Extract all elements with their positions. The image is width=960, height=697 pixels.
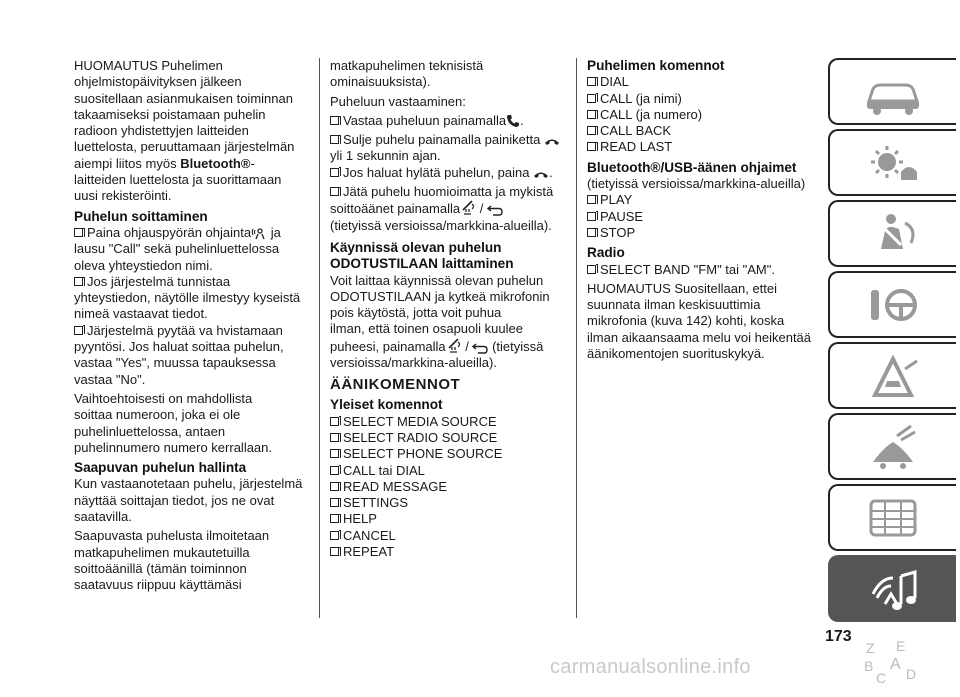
list-item: CALL (ja numero) — [587, 107, 825, 123]
text-line: yli 1 sekunnin ajan. — [330, 148, 441, 164]
text-line: vastaa "No". — [74, 371, 146, 387]
bullet-icon — [330, 482, 339, 491]
bullet-icon — [330, 531, 339, 540]
heading-hold-call: Käynnissä olevan puhelun ODOTUSTILAAN laittaminen — [330, 239, 514, 272]
list-item: CALL tai DIAL — [330, 463, 568, 479]
column-divider — [576, 58, 577, 618]
text-line: soittoäänet painamalla / — [330, 200, 568, 217]
bullet-icon — [74, 277, 83, 286]
microphone-note — [587, 281, 825, 362]
chapter-tabs — [828, 58, 956, 697]
tab-multimedia[interactable] — [828, 555, 956, 622]
text-line: saatavuus riippuu käyttämäsi — [74, 577, 242, 593]
text-line: luettelosta, peruuttamaan järjestelmän — [74, 139, 295, 155]
answer-title: Puheluun vastaaminen: — [330, 93, 466, 109]
bullet-icon — [330, 433, 339, 442]
text-line: puhelinluettelossa, antaen — [74, 423, 226, 439]
column-divider — [319, 58, 320, 618]
text-line: Voit laittaa käynnissä olevan puhelun — [330, 272, 544, 288]
svg-text:D: D — [906, 665, 917, 682]
svg-text:Z: Z — [866, 639, 875, 656]
bullet-icon — [330, 116, 339, 125]
list-item: READ LAST — [587, 139, 825, 155]
text-line: suositellaan asianmukaisen toiminnan — [74, 90, 293, 106]
bullet-icon — [587, 110, 596, 119]
bluetooth-brand: Bluetooth® — [180, 155, 251, 171]
bullet-item: Paina ohjauspyörän ohjainta ja — [74, 225, 312, 241]
bullet-icon — [587, 142, 596, 151]
tab-safety[interactable] — [828, 200, 956, 267]
mic-mute-icon — [460, 200, 476, 216]
text-line: näyttää soittajan tiedot, jos ne ovat — [74, 492, 275, 508]
bullet-icon — [330, 168, 339, 177]
text-line: (tietyissä versioissa/markkina-alueilla). — [330, 217, 552, 233]
heading-making-call: Puhelun soittaminen — [74, 208, 208, 224]
text-line: uusi rekisteröinti. — [74, 188, 172, 204]
page-number: 173 — [825, 628, 852, 645]
heading-voice-commands: ÄÄNIKOMENNOT — [330, 376, 461, 394]
list-item: SELECT PHONE SOURCE — [330, 446, 568, 462]
text-line: HUOMAUTUS Suositellaan, ettei — [587, 280, 778, 296]
bt-commands-list — [587, 192, 825, 241]
text-line: lausu "Call" sekä puhelinluettelossa — [74, 241, 280, 257]
list-item: CANCEL — [330, 528, 568, 544]
text-line: Kun vastaanotetaan puhelu, järjestelmä — [74, 476, 303, 492]
alphabetical-index-icon — [860, 635, 924, 685]
bullet-item: Jätä puhelu huomioimatta ja mykistä — [330, 184, 568, 200]
text-line: matkapuhelimen teknisistä — [330, 58, 484, 73]
svg-text:A: A — [890, 655, 901, 673]
svg-text:E: E — [896, 637, 906, 654]
bullet-icon — [587, 77, 596, 86]
multimedia-voice-music-icon — [861, 564, 925, 614]
text-line: radioon yhdistettyjen laitteiden — [74, 123, 249, 139]
text-line: ohjelmistopäivityksen jälkeen — [74, 74, 242, 90]
bullet-icon — [587, 195, 596, 204]
text-line: puheesi, painamalla / (tietyissä — [330, 338, 544, 354]
mic-mute-icon — [446, 338, 462, 354]
list-item: STOP — [587, 225, 825, 241]
bullet-icon — [330, 514, 339, 523]
column-1 — [74, 58, 312, 594]
text-line: mikrofonia (kuva 142) kohti, koska — [587, 313, 785, 329]
heading-radio: Radio — [587, 245, 625, 261]
text-line: oleva yhteystiedon nimi. — [74, 257, 213, 273]
voice-command-icon — [251, 226, 267, 240]
bullet-icon — [330, 466, 339, 475]
svg-text:C: C — [876, 669, 887, 685]
alternative-paragraph — [74, 391, 312, 456]
text-line: aiempi liitos myös Bluetooth®- — [74, 155, 255, 171]
emergency-triangle-icon — [861, 351, 925, 401]
text-line: ilman aikaansaama melu voi heikentää — [587, 329, 812, 345]
text-line: soittaa numeroon, joka ei ole — [74, 407, 241, 423]
watermark: carmanualsonline.info — [550, 656, 751, 678]
text-line: Vaihtoehtoisesti on mahdollista — [74, 390, 253, 406]
text-line: yhteystiedon, näytölle ilmestyy kyseistä — [74, 290, 301, 306]
tab-maintenance[interactable] — [828, 413, 956, 480]
text-line: ominaisuuksista). — [330, 74, 431, 90]
phone-pickup-icon — [506, 114, 520, 128]
bullet-item: Jos järjestelmä tunnistaa — [74, 274, 312, 290]
list-item: SELECT RADIO SOURCE — [330, 430, 568, 446]
bullet-item: Sulje puhelu painamalla painiketta — [330, 132, 568, 148]
phone-hangup-icon — [544, 137, 560, 147]
bullet-item: Vastaa puheluun painamalla . — [330, 113, 568, 129]
list-item: SETTINGS — [330, 495, 568, 511]
ringtone-paragraph — [74, 528, 312, 593]
tab-starting-driving[interactable] — [828, 271, 956, 338]
tab-warning-lights[interactable] — [828, 129, 956, 196]
tab-dashboard[interactable] — [828, 58, 956, 125]
column-3 — [587, 58, 825, 362]
seatbelt-airbag-icon — [861, 209, 925, 259]
text-line: HUOMAUTUS Puhelimen — [74, 58, 223, 73]
text-line: takaamiseksi poistamaan puhelin — [74, 106, 266, 122]
list-item: READ MESSAGE — [330, 479, 568, 495]
bullet-item: Jos haluat hylätä puhelun, paina . — [330, 165, 568, 181]
bullet-icon — [587, 94, 596, 103]
text-line: ilman, että toinen osapuoli kuulee — [330, 321, 523, 337]
heading-phone-commands: Puhelimen komennot — [587, 58, 725, 73]
key-steering-icon — [861, 280, 925, 330]
car-dashboard-icon — [861, 67, 925, 117]
maintenance-tools-icon — [861, 422, 925, 472]
list-item: DIAL — [587, 74, 825, 90]
text-line: pyyntösi. Jos haluat soittaa puhelun, — [74, 339, 284, 355]
list-item: PAUSE — [587, 209, 825, 225]
bullet-icon — [330, 547, 339, 556]
heading-general-commands: Yleiset komennot — [330, 397, 443, 413]
list-item: CALL (ja nimi) — [587, 91, 825, 107]
text-line: Saapuvasta puhelusta ilmoitetaan — [74, 528, 270, 544]
tab-emergency[interactable] — [828, 342, 956, 409]
bullet-icon — [330, 449, 339, 458]
list-item: HELP — [330, 511, 568, 527]
heading-bluetooth-usb: Bluetooth®/USB-äänen ohjaimet — [587, 159, 797, 175]
text-line: vastaa "Yes", muussa tapauksessa — [74, 355, 276, 371]
bullet-icon — [587, 265, 596, 274]
text-line: pois käytöstä, jotta voit puhua — [330, 305, 502, 321]
general-commands-list — [330, 414, 568, 561]
bullet-icon — [330, 498, 339, 507]
return-arrow-icon — [487, 204, 503, 216]
bullet-icon — [587, 228, 596, 237]
bullet-icon — [330, 417, 339, 426]
list-item: SELECT BAND "FM" tai "AM". — [587, 262, 825, 278]
bullet-item: Järjestelmä pyytää va hvistamaan — [74, 323, 312, 339]
text-line: äänikomentojen suorituskykyä. — [587, 346, 765, 362]
text-line: versioissa/markkina-alueilla). — [330, 355, 497, 371]
tab-technical-data[interactable] — [828, 484, 956, 551]
update-note — [74, 58, 312, 205]
list-item: PLAY — [587, 192, 825, 208]
text-line: soittoäänillä (tämän toiminnon — [74, 560, 247, 576]
text-line: matkapuhelimen mukautetuilla — [74, 544, 250, 560]
list-item: CALL BACK — [587, 123, 825, 139]
bullet-icon — [330, 187, 339, 196]
list-item: SELECT MEDIA SOURCE — [330, 414, 568, 430]
text-line: nimeä vastaavat tiedot. — [74, 306, 208, 322]
svg-text:B: B — [864, 657, 874, 674]
list-item: REPEAT — [330, 544, 568, 560]
column-2 — [330, 58, 568, 560]
text-line: puhelinnumero numero kerrallaan. — [74, 439, 273, 455]
bullet-icon — [587, 212, 596, 221]
text-line: (tietyissä versioissa/markkina-alueilla) — [587, 176, 806, 192]
bullet-icon — [587, 126, 596, 135]
phone-commands-list — [587, 74, 825, 155]
phone-hangup-icon — [533, 170, 549, 180]
text-line: laitteiden luettelosta ja suorittamaan — [74, 172, 282, 188]
technical-data-grid-icon — [861, 493, 925, 543]
bullet-icon — [330, 135, 339, 144]
text-line: saatavilla. — [74, 509, 132, 525]
warning-lights-icon — [861, 138, 925, 188]
return-arrow-icon — [472, 342, 488, 354]
text-line: suunnata ilman keskisuuttimia — [587, 297, 761, 313]
heading-incoming-call: Saapuvan puhelun hallinta — [74, 460, 247, 476]
bullet-icon — [74, 326, 83, 335]
text-line: ODOTUSTILAAN ja kytkeä mikrofonin — [330, 288, 550, 304]
bullet-icon — [74, 228, 83, 237]
